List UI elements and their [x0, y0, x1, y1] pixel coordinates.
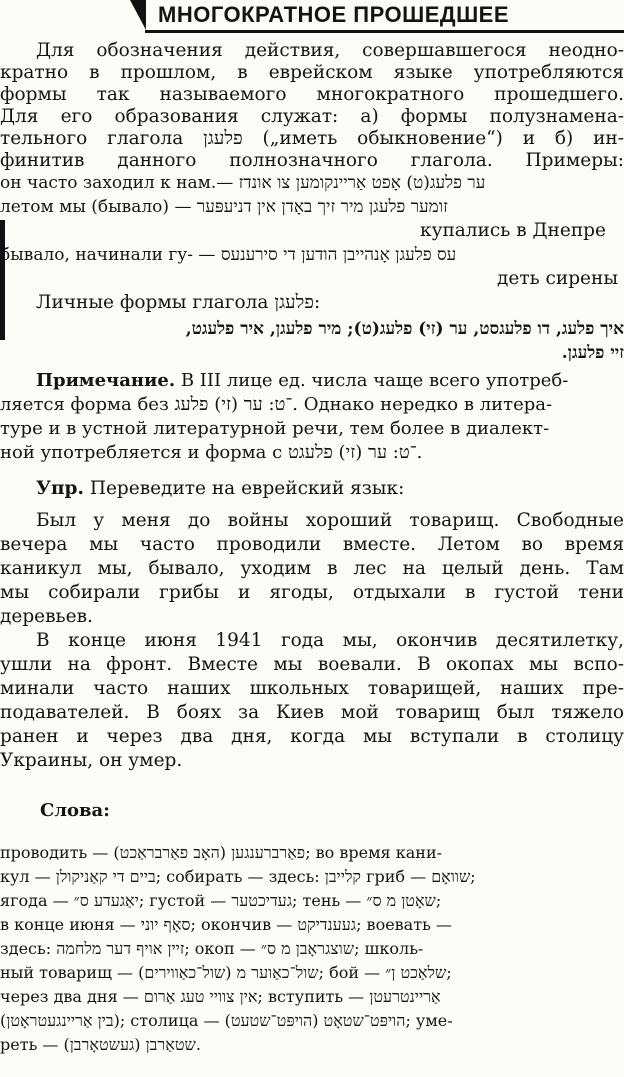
personal-forms-line-2: זיי פלעגן.	[561, 343, 624, 363]
exercise-p2-line-1: В конце июня 1941 года мы, окончив десятилетку,	[36, 630, 624, 651]
exercise-p1-line-5: деревьев.	[0, 606, 93, 627]
note-line-2: ляется форма без ־ט: ער (זי) פלעג. Однако нередко в литера-	[0, 394, 553, 415]
exercise-heading	[36, 478, 624, 502]
example-3: бывало, начинали гу- — עס פלעגן אָנהייבן הודען די סירענעס	[0, 245, 457, 265]
example-2-translation: купались в Днепре	[420, 220, 606, 241]
header-wedge	[130, 0, 146, 30]
vocab-line-3: ягода — יאַגעדע ס״; густой — געדיכטער; тень — שאָטן מ ס״;	[0, 891, 442, 910]
vocab-line-6: ный товарищ — שול־כאַוער מ (שול־כאַווירים); бой — שלאַכט ן״;	[0, 963, 452, 982]
personal-forms-line-1: איך פלעג, דו פלעגסט, ער (זי) פלעג(ט); מיר פלעגן, איר פלעגט,	[185, 319, 624, 339]
vocab-line-8: (בין אַריינגעטראָטן); столица — הויפּט־שטאָט (הויפּט־שטעט); уме-	[0, 1011, 453, 1030]
vocab-title: Слова:	[40, 800, 110, 821]
exercise-label: Упр.	[36, 478, 84, 499]
exercise-p2-line-5: ранен и через два дня, когда мы вступали в столицу	[0, 726, 624, 747]
exercise-p2-line-2: ушли на фронт. Вместе мы воевали. В окопах мы вспо-	[0, 654, 624, 675]
intro-line-5: тельного глагола פלעגן („иметь обыкновение“) и б) ин-	[0, 128, 624, 149]
exercise-p2-line-3: минали часто наших школьных товарищей, наших пре-	[0, 678, 624, 699]
note-text-1: В III лице ед. числа чаще всего употреб-	[175, 370, 569, 391]
intro-line-3: формы так называемого многократного прошедшего.	[0, 84, 624, 105]
example-3-translation: деть сирены	[497, 268, 619, 289]
note-label: Примечание.	[36, 370, 176, 391]
vocab-line-4: в конце июня — סאָף יוני; окончив — געענדיקט; воевать —	[0, 915, 452, 934]
intro-line-2: кратно в прошлом, в еврейском языке употребляются	[0, 62, 624, 83]
exercise-p2-line-6: Украины, он умер.	[0, 750, 183, 771]
exercise-p1-line-4: мы собирали грибы и ягоды, отдыхали в густой тени	[0, 582, 624, 603]
intro-line-4: Для его образования служат: а) формы полузнамена-	[0, 106, 624, 127]
vocab-line-1: проводить — (פאַרברענגען (האָב פאַרבראַכט; во время кани-	[0, 843, 443, 862]
note-line-3: туре и в устной литературной речи, тем более в диалект-	[0, 418, 550, 439]
note-line-1	[36, 370, 624, 394]
exercise-p2-line-4: подавателей. В боях за Киев мой товарищ был тяжело	[0, 702, 624, 723]
exercise-p1-line-2: вечера мы часто проводили вместе. Летом во время	[0, 534, 624, 555]
example-1: он часто заходил к нам.— ער פלעג(ט) אָפט אַריינקומען צו אונדז	[0, 173, 486, 193]
note-line-4: ной употребляется и форма с ־ט: ער (זי) פלעגט.	[0, 442, 423, 463]
exercise-p1-line-3: каникул мы, бывало, уходим в лес на целый день. Там	[0, 558, 624, 579]
personal-forms-intro: Личные формы глагола פלעגן:	[36, 292, 321, 313]
example-2: летом мы (бывало) — זומער פלעגן מיר זיך באָדן אין דניעפּער	[0, 197, 448, 217]
exercise-task: Переведите на еврейский язык:	[83, 478, 405, 499]
intro-line-1: Для обозначения действия, совершавшегося неодно-	[36, 40, 624, 61]
page-title: МНОГОКРАТНОЕ ПРОШЕДШЕЕ	[158, 2, 510, 27]
vocab-line-7: через два дня — אין צוויי טעג אַרום; вступить — אַריינטרעטן	[0, 987, 441, 1006]
vocab-line-2: кул — ביים די קאַניקולן; собирать — здесь: קלייבן гриб — שוואָם;	[0, 867, 476, 886]
exercise-p1-line-1: Был у меня до войны хороший товарищ. Свободные	[36, 510, 624, 531]
intro-line-6: финитив данного полнозначного глагола. Примеры:	[0, 150, 624, 171]
vocab-line-9: реть — שטאַרבן (געשטאָרבן).	[0, 1035, 201, 1054]
vocab-line-5: здесь: זיין אויף דער מלחמה; окоп — שוצגראָבן מ ס״; школь-	[0, 939, 424, 958]
